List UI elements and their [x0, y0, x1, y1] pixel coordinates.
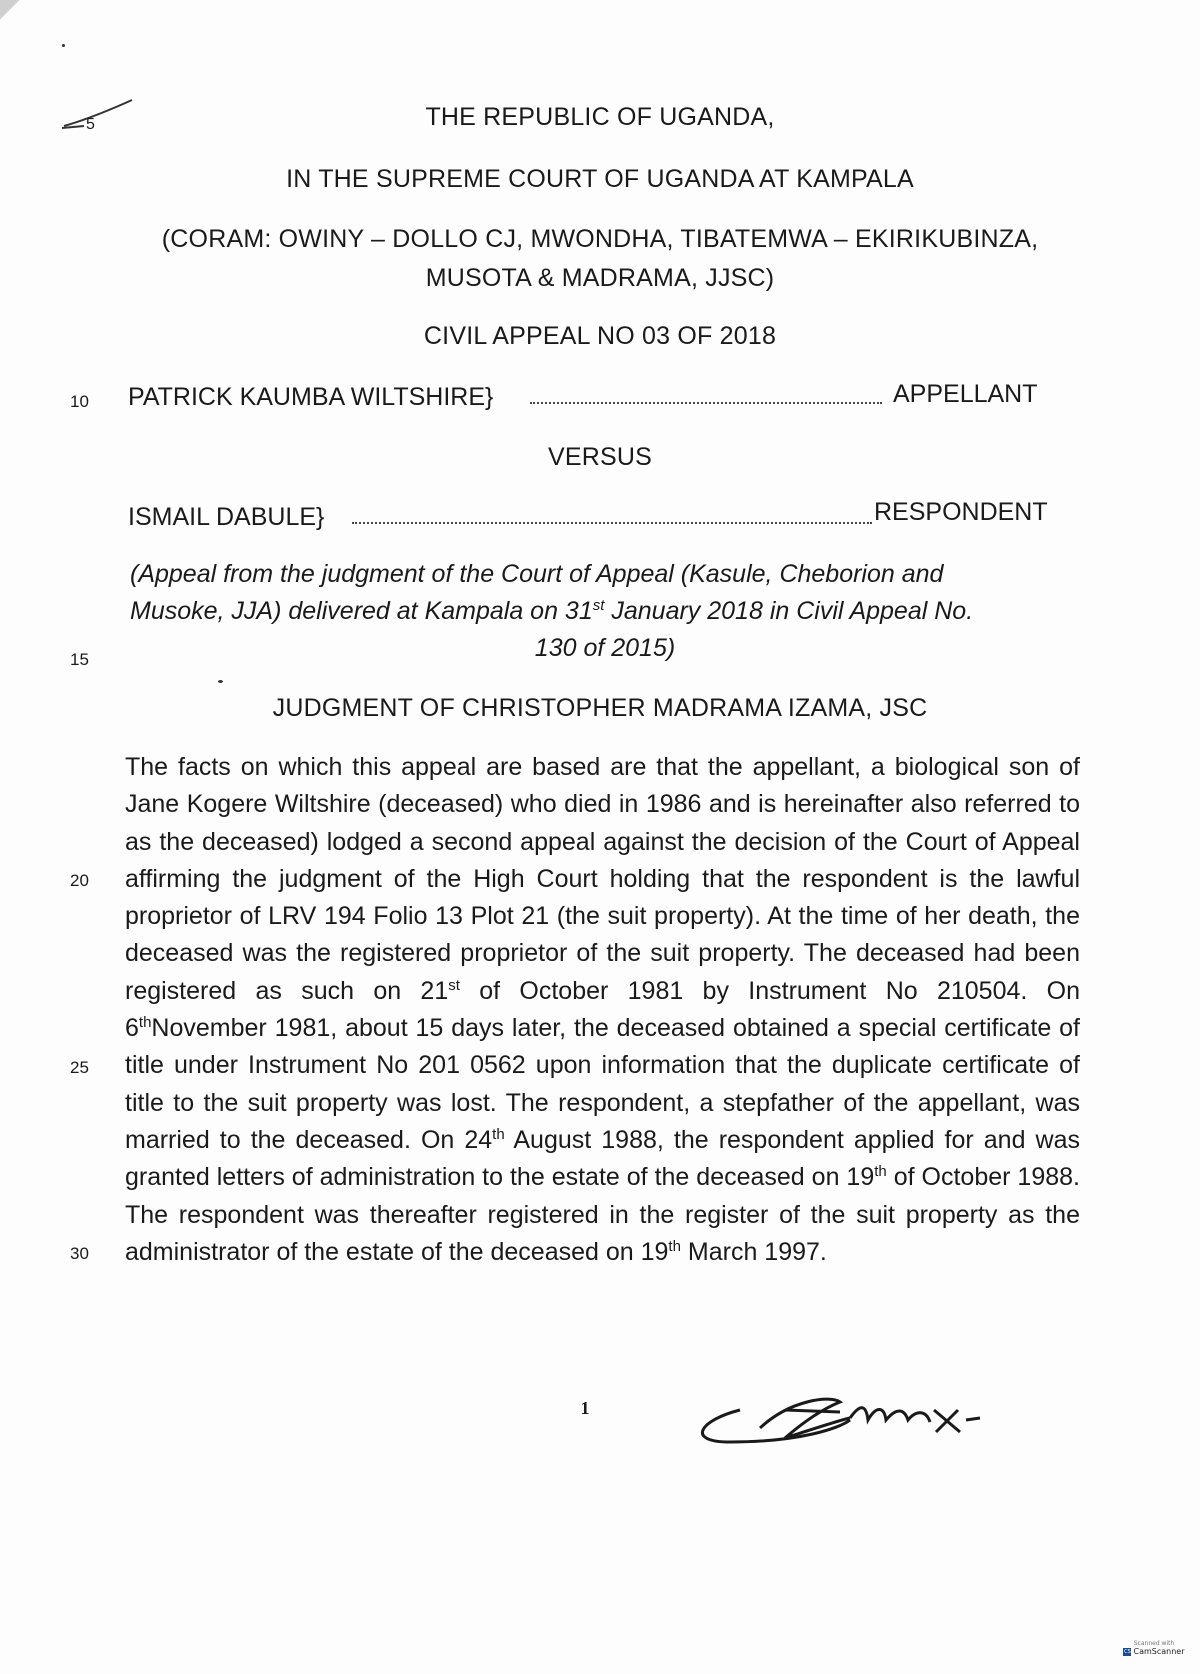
judgment-title: JUDGMENT OF CHRISTOPHER MADRAMA IZAMA, JSC	[272, 694, 928, 722]
appeal-note-line-1: (Appeal from the judgment of the Court of Appeal (Kasule, Cheborion and	[130, 560, 944, 588]
page-corner-fold	[0, 0, 24, 24]
line-number: 20	[70, 871, 89, 890]
scanner-caption: Scanned with	[1133, 1640, 1175, 1647]
republic-heading: THE REPUBLIC OF UGANDA,	[425, 103, 775, 131]
scan-speck	[218, 680, 223, 683]
appeal-note-line-2a: Musoke, JJA) delivered at Kampala on 31	[130, 597, 593, 625]
appeal-note-line-3: 130 of 2015)	[534, 634, 676, 662]
scan-speck	[62, 44, 65, 47]
scanner-brand-text: CamScanner	[1133, 1647, 1185, 1656]
judgment-body	[125, 749, 1080, 1271]
scanner-brand	[1122, 1647, 1186, 1656]
appellant-name: PATRICK KAUMBA WILTSHIRE}	[128, 383, 494, 411]
appellant-role: APPELLANT	[893, 380, 1038, 408]
ordinal-suffix: st	[592, 597, 605, 614]
body-text-6: March 1997.	[680, 1237, 827, 1266]
line-number: 30	[70, 1244, 89, 1263]
judge-signature	[690, 1380, 1080, 1460]
scanner-watermark	[1122, 1640, 1186, 1664]
ordinal-suffix: th	[668, 1237, 681, 1255]
body-paragraph	[125, 749, 1080, 1271]
margin-number: 5	[86, 116, 95, 133]
body-text-4: August 1988, the respondent applied for and was granted letters of administration to the estate of the deceased on 19	[125, 1125, 1080, 1192]
respondent-leader-dots	[352, 522, 872, 524]
camscanner-logo-icon: CS	[1124, 1648, 1131, 1655]
line-number: 15	[70, 650, 89, 669]
case-number: CIVIL APPEAL NO 03 OF 2018	[423, 322, 777, 350]
line-number: 25	[70, 1058, 89, 1077]
appellant-leader-dots	[530, 402, 882, 404]
body-text-5: of October 1988. The respondent was thereafter registered in the register of the suit property as the administrator of the estate of the deceased on 19	[125, 1163, 1080, 1266]
ordinal-suffix: th	[492, 1125, 505, 1143]
page-number: 1	[580, 1398, 590, 1418]
versus-label: VERSUS	[547, 443, 652, 471]
ordinal-suffix: th	[138, 1014, 152, 1032]
body-text-3: November 1981, about 15 days later, the deceased obtained a special certificate of title under Instrument No 201 0562 upon information that the duplicate certificate of title to the suit property was lost. The respondent, a stepfather of the appellant, was married to the deceased. On 24	[125, 1014, 1080, 1154]
court-heading: IN THE SUPREME COURT OF UGANDA AT KAMPALA	[286, 165, 914, 193]
appeal-note-line-2b: January 2018 in Civil Appeal No.	[604, 597, 974, 625]
respondent-role: RESPONDENT	[874, 498, 1048, 526]
body-text-1: The facts on which this appeal are based are that the appellant, a biological son of Jane Kogere Wiltshire (deceased) who died in 1986 and is hereinafter also referred to as the deceased) lodged a second appeal against the decision of the Court of Appeal affirming the judgment of the High Court holding that the respondent is the lawful proprietor of LRV 194 Folio 13 Plot 21 (the suit property). At the time of her death, the deceased was the registered proprietor of the suit property. The deceased had been registered as such on 21	[125, 753, 1080, 1005]
coram-line-2: MUSOTA & MADRAMA, JJSC)	[425, 264, 775, 292]
appeal-origin-note	[130, 556, 1080, 667]
line-number: 10	[70, 392, 89, 411]
coram-line-1: (CORAM: OWINY – DOLLO CJ, MWONDHA, TIBATEMWA – EKIRIKUBINZA,	[161, 225, 1039, 253]
body-text-2: of October 1981 by Instrument No 210504. On 6	[125, 976, 1080, 1043]
ordinal-suffix: th	[874, 1163, 887, 1181]
respondent-name: ISMAIL DABULE}	[128, 503, 325, 531]
ordinal-suffix: st	[448, 976, 460, 994]
